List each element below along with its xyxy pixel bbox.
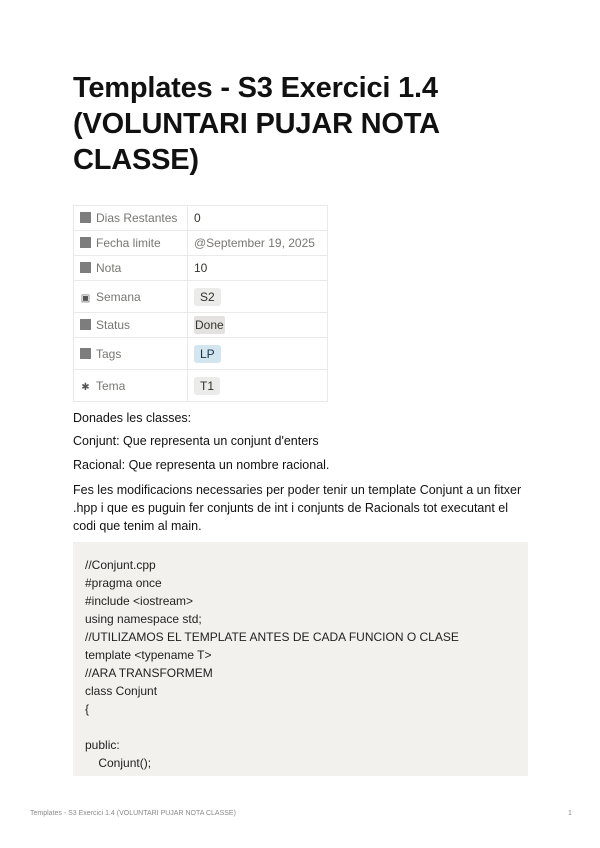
property-label: Tags bbox=[96, 346, 122, 361]
property-value: 0 bbox=[194, 211, 201, 225]
square-icon bbox=[80, 262, 91, 273]
property-value-date: @September 19, 2025 bbox=[194, 236, 315, 250]
property-label: Nota bbox=[96, 261, 122, 275]
paragraph: Fes les modificacions necessaries per poder tenir un template Conjunt a un fitxer .hpp i que es puguin fer conjunts de int i conjunts de Racionals tot executant el codi que tenim al main. bbox=[73, 483, 522, 533]
property-row-tema bbox=[74, 370, 328, 402]
paragraph: Donades les classes: bbox=[73, 411, 192, 425]
page-title: Templates - S3 Exercici 1.4 (VOLUNTARI PUJAR NOTA CLASSE) bbox=[73, 72, 439, 176]
square-icon bbox=[80, 319, 91, 330]
property-row-dias-restantes bbox=[74, 206, 328, 231]
page-number: 1 bbox=[568, 810, 572, 817]
property-label: Status bbox=[96, 318, 131, 332]
property-row-fecha-limite bbox=[74, 231, 328, 256]
code-line: #pragma once bbox=[85, 576, 162, 590]
property-value: 10 bbox=[194, 261, 208, 275]
paragraph: Conjunt: Que representa un conjunt d'enters bbox=[73, 434, 319, 448]
footer-title: Templates - S3 Exercici 1.4 (VOLUNTARI PUJAR NOTA CLASSE) bbox=[30, 810, 236, 817]
code-line: class Conjunt bbox=[85, 684, 158, 698]
properties-table bbox=[73, 205, 328, 402]
code-block[interactable] bbox=[73, 542, 528, 776]
code-line: #include <iostream> bbox=[85, 594, 194, 608]
property-label: Tema bbox=[96, 378, 126, 393]
property-row-status bbox=[74, 313, 328, 338]
property-row-nota bbox=[74, 256, 328, 281]
code-line: { bbox=[85, 702, 90, 716]
square-icon bbox=[80, 348, 91, 359]
status-badge[interactable]: Done bbox=[195, 318, 224, 332]
code-line: //UTILIZAMOS EL TEMPLATE ANTES DE CADA FUNCION O CLASE bbox=[85, 630, 459, 644]
property-label: Dias Restantes bbox=[96, 211, 178, 225]
square-icon bbox=[80, 212, 91, 223]
code-line: template <typename T> bbox=[85, 648, 212, 662]
property-label: Fecha limite bbox=[96, 236, 161, 250]
square-icon bbox=[80, 237, 91, 248]
code-line: //Conjunt.cpp bbox=[85, 558, 156, 572]
property-label: Semana bbox=[96, 289, 141, 304]
tema-chip[interactable]: T1 bbox=[194, 377, 220, 395]
code-line: using namespace std; bbox=[85, 612, 202, 626]
asterisk-icon: ✱ bbox=[81, 381, 90, 393]
code-line: public: bbox=[85, 738, 120, 752]
property-row-tags bbox=[74, 338, 328, 370]
calendar-icon: ▣ bbox=[80, 292, 91, 304]
code-line: Conjunt(); bbox=[85, 756, 152, 770]
property-row-semana bbox=[74, 281, 328, 313]
tag-chip[interactable]: LP bbox=[194, 345, 221, 363]
paragraph: Racional: Que representa un nombre racional. bbox=[73, 458, 330, 472]
code-line bbox=[85, 718, 516, 736]
code-line: //ARA TRANSFORMEM bbox=[85, 666, 213, 680]
semana-chip[interactable]: S2 bbox=[194, 288, 221, 306]
